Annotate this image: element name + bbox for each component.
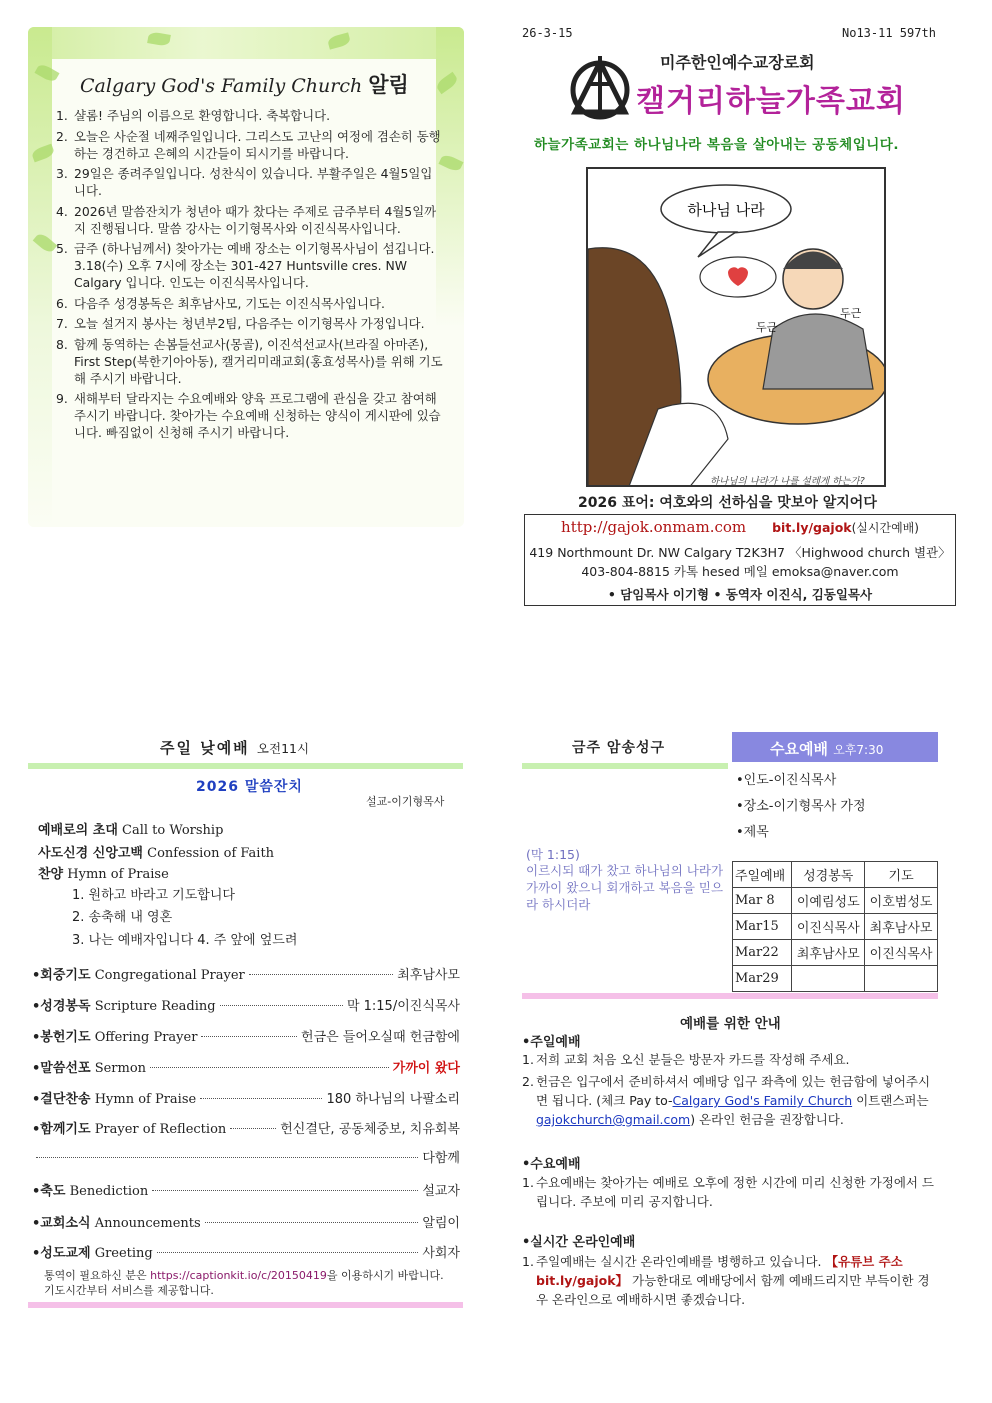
para-num: 1. [522, 1175, 534, 1190]
notice-number: 4. [56, 203, 68, 219]
schedule-row [733, 914, 938, 940]
schedule-cell: 이진식목사 [792, 914, 865, 940]
order-value: 가까이 왔다 [392, 1061, 460, 1076]
order-row [32, 1088, 460, 1107]
notice-list [56, 107, 444, 445]
notice-item [56, 315, 444, 332]
order-en: Greeting [94, 1246, 153, 1261]
order-ko: •결단찬송 [32, 1092, 91, 1107]
call-ko: 예배로의 초대 [38, 823, 118, 838]
order-value: 헌금은 들어오실때 헌금함에 [301, 1030, 460, 1045]
notice-text: 함께 동역하는 손봄들선교사(몽골), 이진석선교사(브라질 아마존), First Step(북한기아아동), 캘거리미래교회(홍효성목사)를 위해 기도해 주시기 바랍니다. [74, 336, 443, 386]
dot-leader [200, 1098, 322, 1099]
notice-item [56, 165, 444, 199]
church-payee-link[interactable]: Calgary God's Family Church [672, 1093, 853, 1108]
worship-title [160, 737, 309, 758]
order-ko: •성도교제 [32, 1246, 91, 1261]
notice-text: 2026년 말씀잔치가 청년아 때가 찼다는 주제로 금주부터 4월5일까지 진행됩니다. 말씀 강사는 이기형목사와 이진식목사입니다. [74, 203, 437, 236]
para-text: 저희 교회 처음 오신 분들은 방문자 카드를 작성해 주세요. [536, 1052, 850, 1067]
notice-number: 3. [56, 166, 68, 181]
wednesday-place: •장소-이기형목사 가정 [736, 799, 866, 814]
notice-text: 새해부터 달라지는 수요예배와 양육 프로그램에 관심을 갖고 참여해 주시기 바랍니다. 찾아가는 수요예배 신청하는 양식이 게시판에 있습니다. 빠짐없이 신청해 주시기 바랍니다. [74, 391, 441, 440]
order-ko: •축도 [32, 1184, 66, 1199]
youtube-link[interactable]: 【유튜브 주소 bit.ly/gajok】 [536, 1254, 903, 1288]
worship-subtitle: 2026 말씀잔치 [196, 779, 303, 795]
divider-pink [522, 993, 938, 999]
para-num: 1. [522, 1254, 534, 1269]
issue-number: No13-11 597th [842, 26, 936, 40]
notice-item [56, 203, 444, 237]
order-row [32, 1118, 460, 1137]
order-row [32, 1212, 460, 1231]
wednesday-title: 수요예배 [770, 740, 828, 758]
schedule-table [732, 861, 938, 992]
dot-leader [157, 1252, 419, 1253]
schedule-cell: Mar15 [733, 914, 792, 940]
memory-title: 금주 암송성구 [572, 740, 666, 756]
guide-live-1 [522, 1252, 936, 1309]
caption-pre: 통역이 필요하신 분은 [44, 1269, 147, 1282]
schedule-header: 성경봉독 [792, 862, 865, 888]
schedule-cell: 이호범성도 [865, 888, 938, 914]
wednesday-time: 오후7:30 [833, 743, 884, 757]
notice-text: 오늘은 사순절 네째주일입니다. 그리스도 고난의 여정에 겸손히 동행하는 경건하고 은혜의 시간들이 되시기를 바랍니다. [74, 128, 441, 161]
notice-item [56, 390, 444, 441]
order-value: 사회자 [422, 1246, 460, 1261]
order-ko: •봉헌기도 [32, 1030, 91, 1045]
wednesday-leader: •인도-이진식목사 [736, 773, 837, 788]
order-value: 헌신결단, 공동체중보, 치유회복 [280, 1122, 460, 1137]
order-row [32, 1242, 460, 1261]
worship-time: 오전11시 [256, 741, 310, 756]
notice-text: 29일은 종려주일입니다. 성찬식이 있습니다. 부활주일은 4월5일입니다. [74, 166, 433, 198]
pastors-line: • 담임목사 이기형 • 동역자 이진식, 김동일목사 [607, 587, 873, 602]
order-ko: •함께기도 [32, 1122, 91, 1137]
bulletin-date: 26-3-15 [522, 26, 573, 40]
para-num: 1. [522, 1052, 534, 1067]
dot-leader [230, 1128, 276, 1129]
para-text: 이트랜스퍼는 [852, 1093, 929, 1108]
dot-leader [249, 974, 393, 975]
dot-leader [152, 1190, 418, 1191]
guide-live-head: •실시간 온라인예배 [522, 1235, 636, 1250]
contact-line: 403-804-8815 카톡 hesed 메일 emoksa@naver.com [581, 564, 899, 579]
song-3: 3. 나는 예배자입니다 4. 주 앞에 엎드려 [72, 933, 298, 948]
memory-ref: (막 1:15) [526, 847, 580, 862]
notice-text: 샬롬! 주님의 이름으로 환영합니다. 축복합니다. [74, 108, 331, 123]
preacher: 설교-이기형목사 [366, 795, 445, 808]
divider-pink [28, 1302, 463, 1308]
order-ko: •성경봉독 [32, 999, 91, 1014]
notice-text: 오늘 설거지 봉사는 청년부2팀, 다음주는 이기형목사 가정입니다. [74, 316, 425, 331]
notice-number: 5. [56, 241, 68, 256]
notice-number: 7. [56, 316, 68, 331]
church-logo-icon [565, 56, 635, 120]
order-row [32, 964, 460, 983]
guide-sunday-2 [522, 1072, 936, 1129]
notice-number: 9. [56, 391, 68, 406]
dot-leader [205, 1222, 419, 1223]
schedule-row [733, 888, 938, 914]
order-en: Offering Prayer [94, 1030, 198, 1045]
order-value: 막 1:15/이진식목사 [346, 999, 460, 1014]
notice-text: 금주 (하나님께서) 찾아가는 예배 장소는 이기형목사님이 섬깁니다. 3.18(수) 오후 7시에 장소는 301-427 Huntsville cres. NW Calgary 입니다. 인도는 이진식목사입니다. [74, 241, 435, 290]
notice-item [56, 336, 444, 387]
order-en: Scripture Reading [94, 999, 216, 1014]
guide-wed-head: •수요예배 [522, 1157, 581, 1172]
order-ko: •교회소식 [32, 1216, 91, 1231]
notices-title-en: Calgary God's Family Church [80, 75, 363, 97]
schedule-cell: Mar22 [733, 940, 792, 966]
call-en: Call to Worship [122, 823, 224, 838]
schedule-row [733, 940, 938, 966]
notice-number: 6. [56, 295, 68, 311]
notice-number: 2. [56, 128, 68, 144]
notice-item [56, 295, 444, 312]
order-en: Congregational Prayer [94, 968, 245, 983]
confession [38, 842, 274, 861]
order-row [32, 1180, 460, 1199]
dot-leader [36, 1157, 418, 1158]
address: 419 Northmount Dr. NW Calgary T2K3H7 〈Highwood church 별관〉 [529, 545, 951, 560]
live-label: (실시간예배) [851, 521, 919, 535]
email-link[interactable]: gajokchurch@gmail.com [536, 1112, 691, 1127]
dot-leader [201, 1036, 297, 1037]
guide-sunday-1 [522, 1050, 936, 1069]
caption-note [44, 1268, 456, 1298]
worship-title-text: 주일 낮예배 [160, 739, 250, 757]
schedule-cell: 이진식목사 [865, 940, 938, 966]
para-text: 헌금은 입구에서 준비하셔서 예배당 입구 좌측에 있는 헌금함에 넣어주시면 됩니다. (체크 Pay to- [536, 1074, 931, 1108]
guide-wed-1 [522, 1173, 936, 1211]
notice-item [56, 107, 444, 124]
hymn-ko: 찬양 [38, 867, 64, 882]
notice-text: 다음주 성경봉독은 최후남사모, 기도는 이진식목사입니다. [74, 295, 385, 311]
speech-bubble-text: 하나님 나라 [687, 201, 765, 219]
order-value: 알림이 [422, 1216, 460, 1231]
notice-number: 1. [56, 108, 68, 123]
schedule-cell: Mar29 [733, 966, 792, 992]
schedule-cell: 최후남사모 [865, 914, 938, 940]
schedule-cell [792, 966, 865, 992]
song-2: 2. 송축해 내 영혼 [72, 910, 173, 925]
order-value: 다함께 [422, 1151, 460, 1166]
para-text: 가능한대로 예배당에서 함께 예배드리지만 부득이한 경우 온라인으로 예배하시면 좋겠습니다. [536, 1273, 930, 1307]
memory-verse: 이르시되 때가 찼고 하나님의 나라가 가까이 왔으니 회개하고 복음을 믿으라 하시더라 [526, 863, 724, 912]
website-link[interactable]: http://gajok.onmam.com [561, 518, 747, 536]
schedule-header: 주일예배 [733, 862, 792, 888]
call-to-worship [38, 819, 223, 838]
order-value: 설교자 [422, 1184, 460, 1199]
para-text: 주일예배는 실시간 온라인예배를 병행하고 있습니다. [536, 1254, 822, 1269]
church-motto: 하늘가족교회는 하나님나라 복음을 살아내는 공동체입니다. [534, 137, 899, 153]
schedule-header: 기도 [865, 862, 938, 888]
dot-leader [150, 1067, 389, 1068]
guide-title: 예배를 위한 안내 [680, 1016, 781, 1032]
schedule-row [733, 966, 938, 992]
wednesday-subject: •제목 [736, 825, 769, 840]
divider-green [522, 763, 728, 769]
para-text: 수요예배는 찾아가는 예배로 오후에 정한 시간에 미리 신청한 가정에서 드립니다. 주보에 미리 공지합니다. [536, 1175, 935, 1209]
order-ko: •회중기도 [32, 968, 91, 983]
notices-title [80, 69, 409, 99]
sfx-left: 두근 [756, 321, 778, 334]
para-num: 2. [522, 1074, 534, 1089]
schedule-header-row [733, 862, 938, 888]
sfx-right: 두근 [840, 307, 862, 320]
order-ko: •말씀선포 [32, 1061, 91, 1076]
cartoon-caption: 하나님의 나라가 나를 설레게 하는가? [710, 476, 865, 487]
hymn-en: Hymn of Praise [67, 867, 169, 882]
notices-box [28, 27, 464, 527]
wednesday-header [732, 732, 938, 762]
denomination: 미주한인예수교장로회 [660, 53, 815, 72]
order-row [32, 995, 460, 1014]
schedule-cell [865, 966, 938, 992]
notice-number: 8. [56, 336, 68, 352]
order-en: Sermon [94, 1061, 147, 1076]
order-en: Announcements [94, 1216, 201, 1231]
song-1: 1. 원하고 바라고 기도합니다 [72, 888, 235, 903]
schedule-cell: 이예림성도 [792, 888, 865, 914]
order-en: Benediction [69, 1184, 149, 1199]
para-text: ) 온라인 헌금을 권장합니다. [690, 1112, 844, 1127]
dot-leader [220, 1005, 343, 1006]
schedule-cell: Mar 8 [733, 888, 792, 914]
order-value: 최후남사모 [397, 968, 460, 983]
year-motto: 2026 표어: 여호와의 선하심을 맛보아 알지어다 [578, 495, 877, 511]
contact-box [524, 514, 956, 606]
caption-link[interactable]: https://captionkit.io/c/20150419 [150, 1269, 327, 1282]
order-en: Prayer of Reflection [94, 1122, 227, 1137]
vine-decoration-left [28, 27, 52, 527]
order-row [32, 1147, 460, 1166]
creed-ko: 사도신경 신앙고백 [38, 846, 143, 861]
church-name: 캘거리하늘가족교회 [636, 84, 906, 119]
guide-sunday-head: •주일예배 [522, 1035, 581, 1050]
creed-en: Confession of Faith [147, 846, 275, 861]
vine-decoration-top [28, 27, 464, 59]
order-row [32, 1026, 460, 1045]
hymn-praise [38, 863, 169, 882]
live-link[interactable]: bit.ly/gajok [772, 520, 852, 535]
notices-title-ko: 알림 [368, 73, 409, 97]
order-value: 180 하나님의 나팔소리 [326, 1092, 460, 1107]
notice-item [56, 240, 444, 291]
divider-green [28, 763, 463, 769]
cartoon-illustration [586, 167, 886, 487]
order-row [32, 1057, 460, 1076]
schedule-cell: 최후남사모 [792, 940, 865, 966]
caption-post: 을 이용하시기 바랍니다. 기도시간부터 서비스를 제공합니다. [44, 1269, 444, 1297]
order-en: Hymn of Praise [94, 1092, 197, 1107]
notice-item [56, 128, 444, 162]
